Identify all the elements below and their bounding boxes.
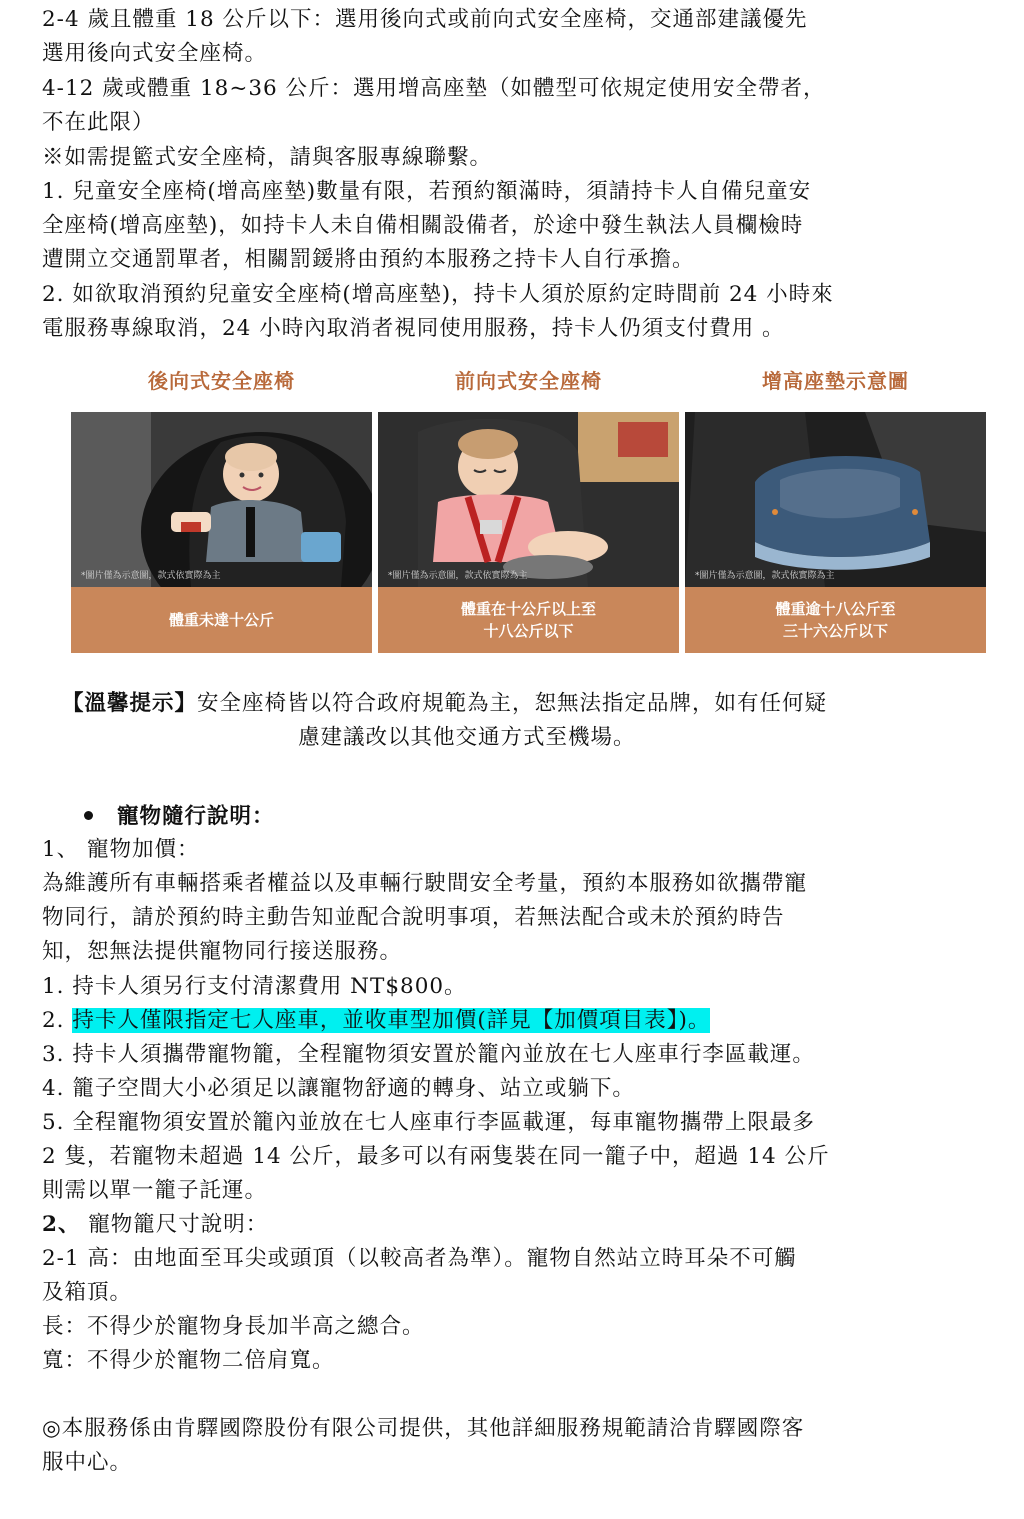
panel-title: 增高座墊示意圖 (762, 369, 909, 393)
text-line: 1. 兒童安全座椅(增高座墊)數量有限，若預約額滿時，須請持卡人自備兒童安 (42, 179, 812, 204)
pet-item-3: 3. 持卡人須攜帶寵物籠，全程寵物須安置於籠內並放在七人座車行李區載運。 (42, 1042, 815, 1067)
photo-note: *圖片僅為示意圖，款式依實際為主 (388, 571, 528, 581)
text-line: ※如需提籃式安全座椅，請與客服專線聯繫。 (42, 145, 493, 170)
text-line: 2-4 歲且體重 18 公斤以下：選用後向式或前向式安全座椅，交通部建議優先 (42, 7, 808, 32)
rear-facing-seat-photo (71, 412, 372, 587)
text-line: 2. 如欲取消預約兒童安全座椅(增高座墊)，持卡人須於原約定時間前 24 小時來 (42, 282, 834, 307)
tip-line-1 (62, 687, 827, 721)
tip-line-2: 慮建議改以其他交通方式至機場。 (298, 725, 636, 750)
photo-note: *圖片僅為示意圖，款式依實際為主 (81, 571, 221, 581)
tip-label: 【溫馨提示】 (62, 691, 198, 716)
cage-height: 2-1 高：由地面至耳尖或頭頂（以較高者為準）。寵物自然站立時耳朵不可觸 (42, 1246, 797, 1271)
pet-sub2: 2、 寵物籠尺寸說明： (42, 1212, 269, 1237)
booster-seat-photo (685, 412, 986, 587)
panel-caption: 體重未達十公斤 (71, 587, 372, 653)
pet-item-5: 則需以單一籠子託運。 (42, 1178, 268, 1203)
footer-line: 服中心。 (42, 1450, 133, 1475)
panel-title: 後向式安全座椅 (148, 369, 295, 393)
pet-item-1: 1. 持卡人須另行支付清潔費用 NT$800。 (42, 974, 467, 999)
text-line: 電服務專線取消，24 小時內取消者視同使用服務，持卡人仍須支付費用 。 (42, 316, 785, 341)
text-line: 不在此限） (42, 110, 155, 135)
cage-length: 長：不得少於寵物身長加半高之總合。 (42, 1314, 425, 1339)
photo-note: *圖片僅為示意圖，款式依實際為主 (695, 571, 835, 581)
text-line: 全座椅(增高座墊)，如持卡人未自備相關設備者，於途中發生執法人員欄檢時 (42, 213, 804, 238)
text-line: 4-12 歲或體重 18~36 公斤：選用增高座墊（如體型可依規定使用安全帶者， (42, 76, 826, 101)
text-line: 遭開立交通罰單者，相關罰鍰將由預約本服務之持卡人自行承擔。 (42, 247, 695, 272)
pet-para: 知，恕無法提供寵物同行接送服務。 (42, 939, 403, 964)
pet-para: 物同行，請於預約時主動告知並配合說明事項，若無法配合或未於預約時告 (42, 905, 785, 930)
forward-facing-seat-photo (378, 412, 679, 587)
pet-item-2: 2. 持卡人僅限指定七人座車，並收車型加價(詳見【加價項目表】)。 (42, 1008, 711, 1033)
panel-caption: 體重在十公斤以上至 十八公斤以下 (378, 587, 679, 653)
footer-line: ◎本服務係由肯驛國際股份有限公司提供，其他詳細服務規範請洽肯驛國際客 (42, 1416, 805, 1441)
cage-height: 及箱頂。 (42, 1280, 133, 1305)
panel-title: 前向式安全座椅 (455, 369, 602, 393)
highlighted-text: 持卡人僅限指定七人座車，並收車型加價(詳見【加價項目表】)。 (72, 1008, 711, 1033)
pet-item-5: 2 隻，若寵物未超過 14 公斤，最多可以有兩隻裝在同一籠子中，超過 14 公斤 (42, 1144, 830, 1169)
pet-item-5: 5. 全程寵物須安置於籠內並放在七人座車行李區載運，每車寵物攜帶上限最多 (42, 1110, 815, 1135)
panel-caption: 體重逾十八公斤至 三十六公斤以下 (685, 587, 986, 653)
tip-text: 安全座椅皆以符合政府規範為主，恕無法指定品牌，如有任何疑 (197, 691, 828, 716)
pet-para: 為維護所有車輛搭乘者權益以及車輛行駛間安全考量，預約本服務如欲攜帶寵 (42, 871, 808, 896)
pet-heading: 寵物隨行說明： (84, 800, 275, 834)
text-line: 選用後向式安全座椅。 (42, 41, 268, 66)
cage-width: 寬：不得少於寵物二倍肩寬。 (42, 1348, 335, 1373)
pet-item-4: 4. 籠子空間大小必須足以讓寵物舒適的轉身、站立或躺下。 (42, 1076, 635, 1101)
pet-sub1: 1、 寵物加價： (42, 837, 200, 862)
bullet-icon (84, 811, 93, 820)
